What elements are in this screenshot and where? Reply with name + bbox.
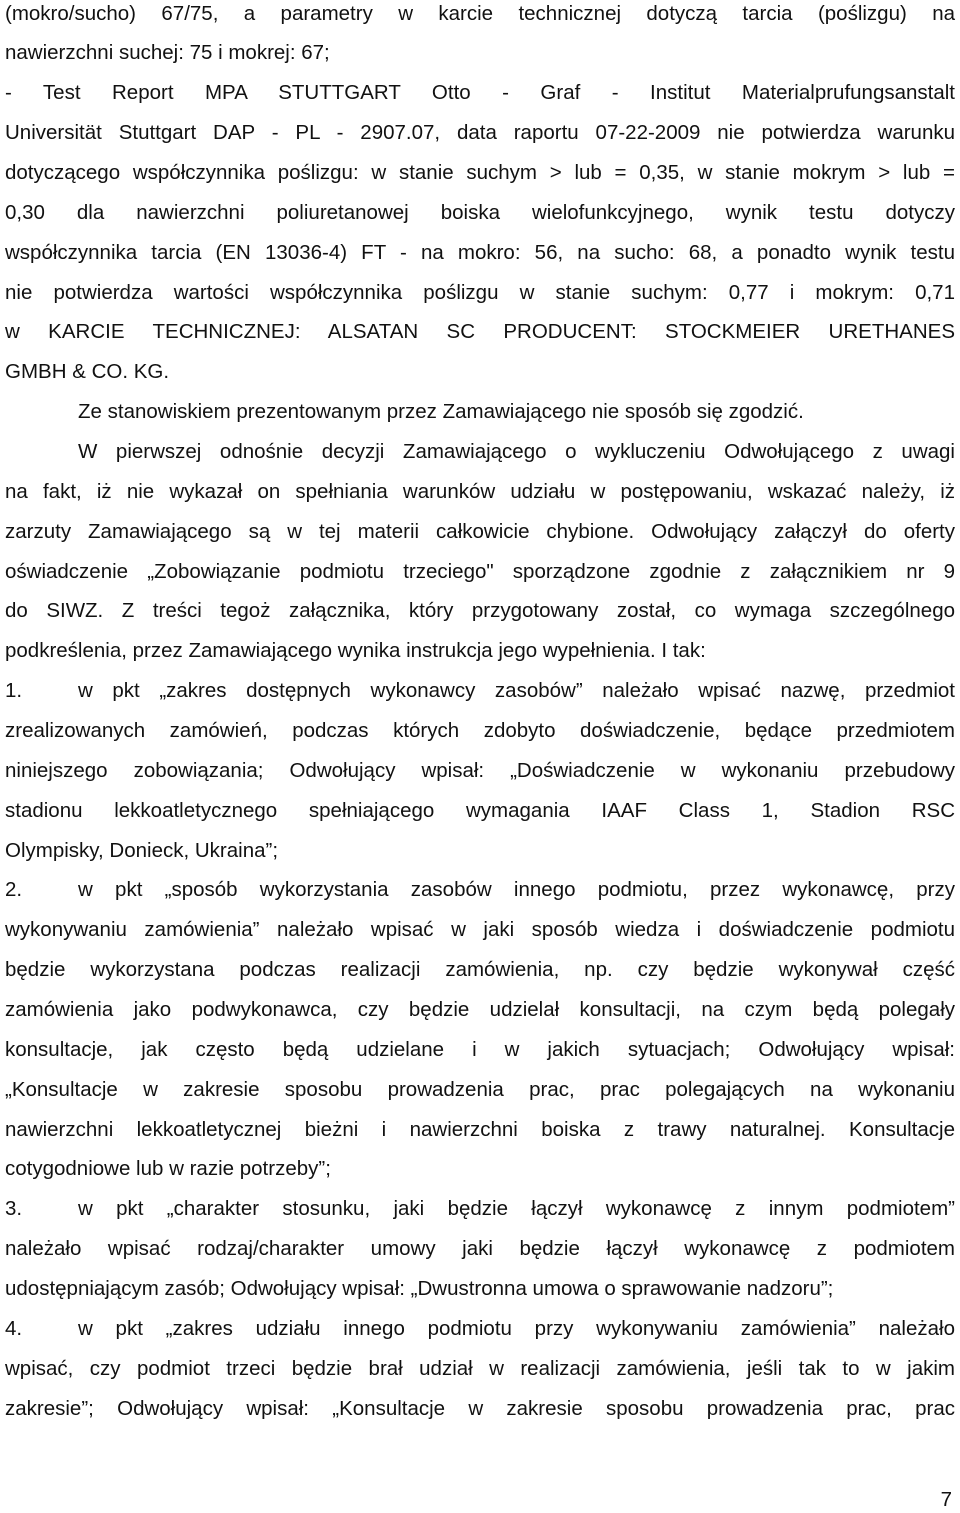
text-line: Olympisky, Donieck, Ukraina”; [5,839,279,862]
text-line: w pkt „zakres udziału innego podmiotu przy wykonywaniu zamówienia” należało [78,1317,955,1340]
text-line: w pkt „zakres dostępnych wykonawcy zasobów” należało wpisać nazwę, przedmiot [78,679,955,702]
text-line: udostępniającym zasób; Odwołujący wpisał: „Dwustronna umowa o sprawowanie nadzoru”; [5,1277,834,1300]
text-line: do SIWZ. Z treści tegoż załącznika, który przygotowany został, co wymaga szczególnego [5,599,955,622]
text-line: W pierwszej odnośnie decyzji Zamawiającego o wykluczeniu Odwołującego z uwagi [78,440,955,463]
text-line: - Test Report MPA STUTTGART Otto - Graf - Institut Materialprufungsanstalt [5,81,955,104]
text-line: podkreślenia, przez Zamawiającego wynika instrukcja jego wypełnienia. I tak: [5,639,706,662]
text-line: (mokro/sucho) 67/75, a parametry w karcie technicznej dotyczą tarcia (poślizgu) na [5,2,955,25]
text-line: dotyczącego współczynnika poślizgu: w stanie suchym > lub = 0,35, w stanie mokrym > lub = [5,161,955,184]
text-line: „Konsultacje w zakresie sposobu prowadzenia prac, prac polegających na wykonaniu [5,1078,955,1101]
list-item [5,1315,955,1343]
text-line: zarzuty Zamawiającego są w tej materii całkowicie chybione. Odwołujący załączył do oferty [5,520,955,543]
list-number: 2. [5,878,23,901]
text-line: współczynnika tarcia (EN 13036-4) FT - na mokro: 56, na sucho: 68, a ponadto wynik testu [5,241,955,264]
text-line: wpisać, czy podmiot trzeci będzie brał udział w realizacji zamówienia, jeśli tak to w jakim [5,1357,955,1380]
text-line: wykonywaniu zamówienia” należało wpisać w jaki sposób wiedza i doświadczenie podmiotu [5,918,955,941]
text-line: oświadczenie „Zobowiązanie podmiotu trzeciego" sporządzone zgodnie z załącznikiem nr 9 [5,560,955,583]
list-number: 4. [5,1317,23,1340]
text-line: stadionu lekkoatletycznego spełniającego wymagania IAAF Class 1, Stadion RSC [5,799,955,822]
list-number: 3. [5,1197,23,1220]
list-item [5,677,955,705]
text-line: cotygodniowe lub w razie potrzeby”; [5,1157,331,1180]
text-line: zakresie”; Odwołujący wpisał: „Konsultacje w zakresie sposobu prowadzenia prac, prac [5,1397,955,1420]
text-line: będzie wykorzystana podczas realizacji zamówienia, np. czy będzie wykonywał część [5,958,955,981]
text-line: zrealizowanych zamówień, podczas których zdobyto doświadczenie, będące przedmiotem [5,719,955,742]
text-line: niniejszego zobowiązania; Odwołujący wpisał: „Doświadczenie w wykonaniu przebudowy [5,759,955,782]
text-line: 0,30 dla nawierzchni poliuretanowej boiska wielofunkcyjnego, wynik testu dotyczy [5,201,955,224]
text-line: nawierzchni lekkoatletycznej bieżni i nawierzchni boiska z trawy naturalnej. Konsultacje [5,1118,955,1141]
text-line: konsultacje, jak często będą udzielane i w jakich sytuacjach; Odwołujący wpisał: [5,1038,955,1061]
list-item [5,876,955,904]
text-line: zamówienia jako podwykonawca, czy będzie udzielał konsultacji, na czym będą polegały [5,998,955,1021]
text-line: na fakt, iż nie wykazał on spełniania warunków udziału w postępowaniu, wskazać należy, iż [5,480,955,503]
text-line: w KARCIE TECHNICZNEJ: ALSATAN SC PRODUCENT: STOCKMEIER URETHANES [5,320,955,343]
text-line: Universität Stuttgart DAP - PL - 2907.07, data raportu 07-22-2009 nie potwierdza warunku [5,121,955,144]
text-line: w pkt „sposób wykorzystania zasobów innego podmiotu, przez wykonawcę, przy [78,878,955,901]
text-line: w pkt „charakter stosunku, jaki będzie łączył wykonawcę z innym podmiotem” [78,1197,955,1220]
text-line: należało wpisać rodzaj/charakter umowy jaki będzie łączył wykonawcę z podmiotem [5,1237,955,1260]
page-number: 7 [940,1488,952,1511]
list-item [5,1195,955,1223]
list-number: 1. [5,679,23,702]
text-line: Ze stanowiskiem prezentowanym przez Zamawiającego nie sposób się zgodzić. [78,400,804,423]
text-line: nawierzchni suchej: 75 i mokrej: 67; [5,41,330,64]
text-line: GMBH & CO. KG. [5,360,170,383]
text-line: nie potwierdza wartości współczynnika poślizgu w stanie suchym: 0,77 i mokrym: 0,71 [5,281,955,304]
